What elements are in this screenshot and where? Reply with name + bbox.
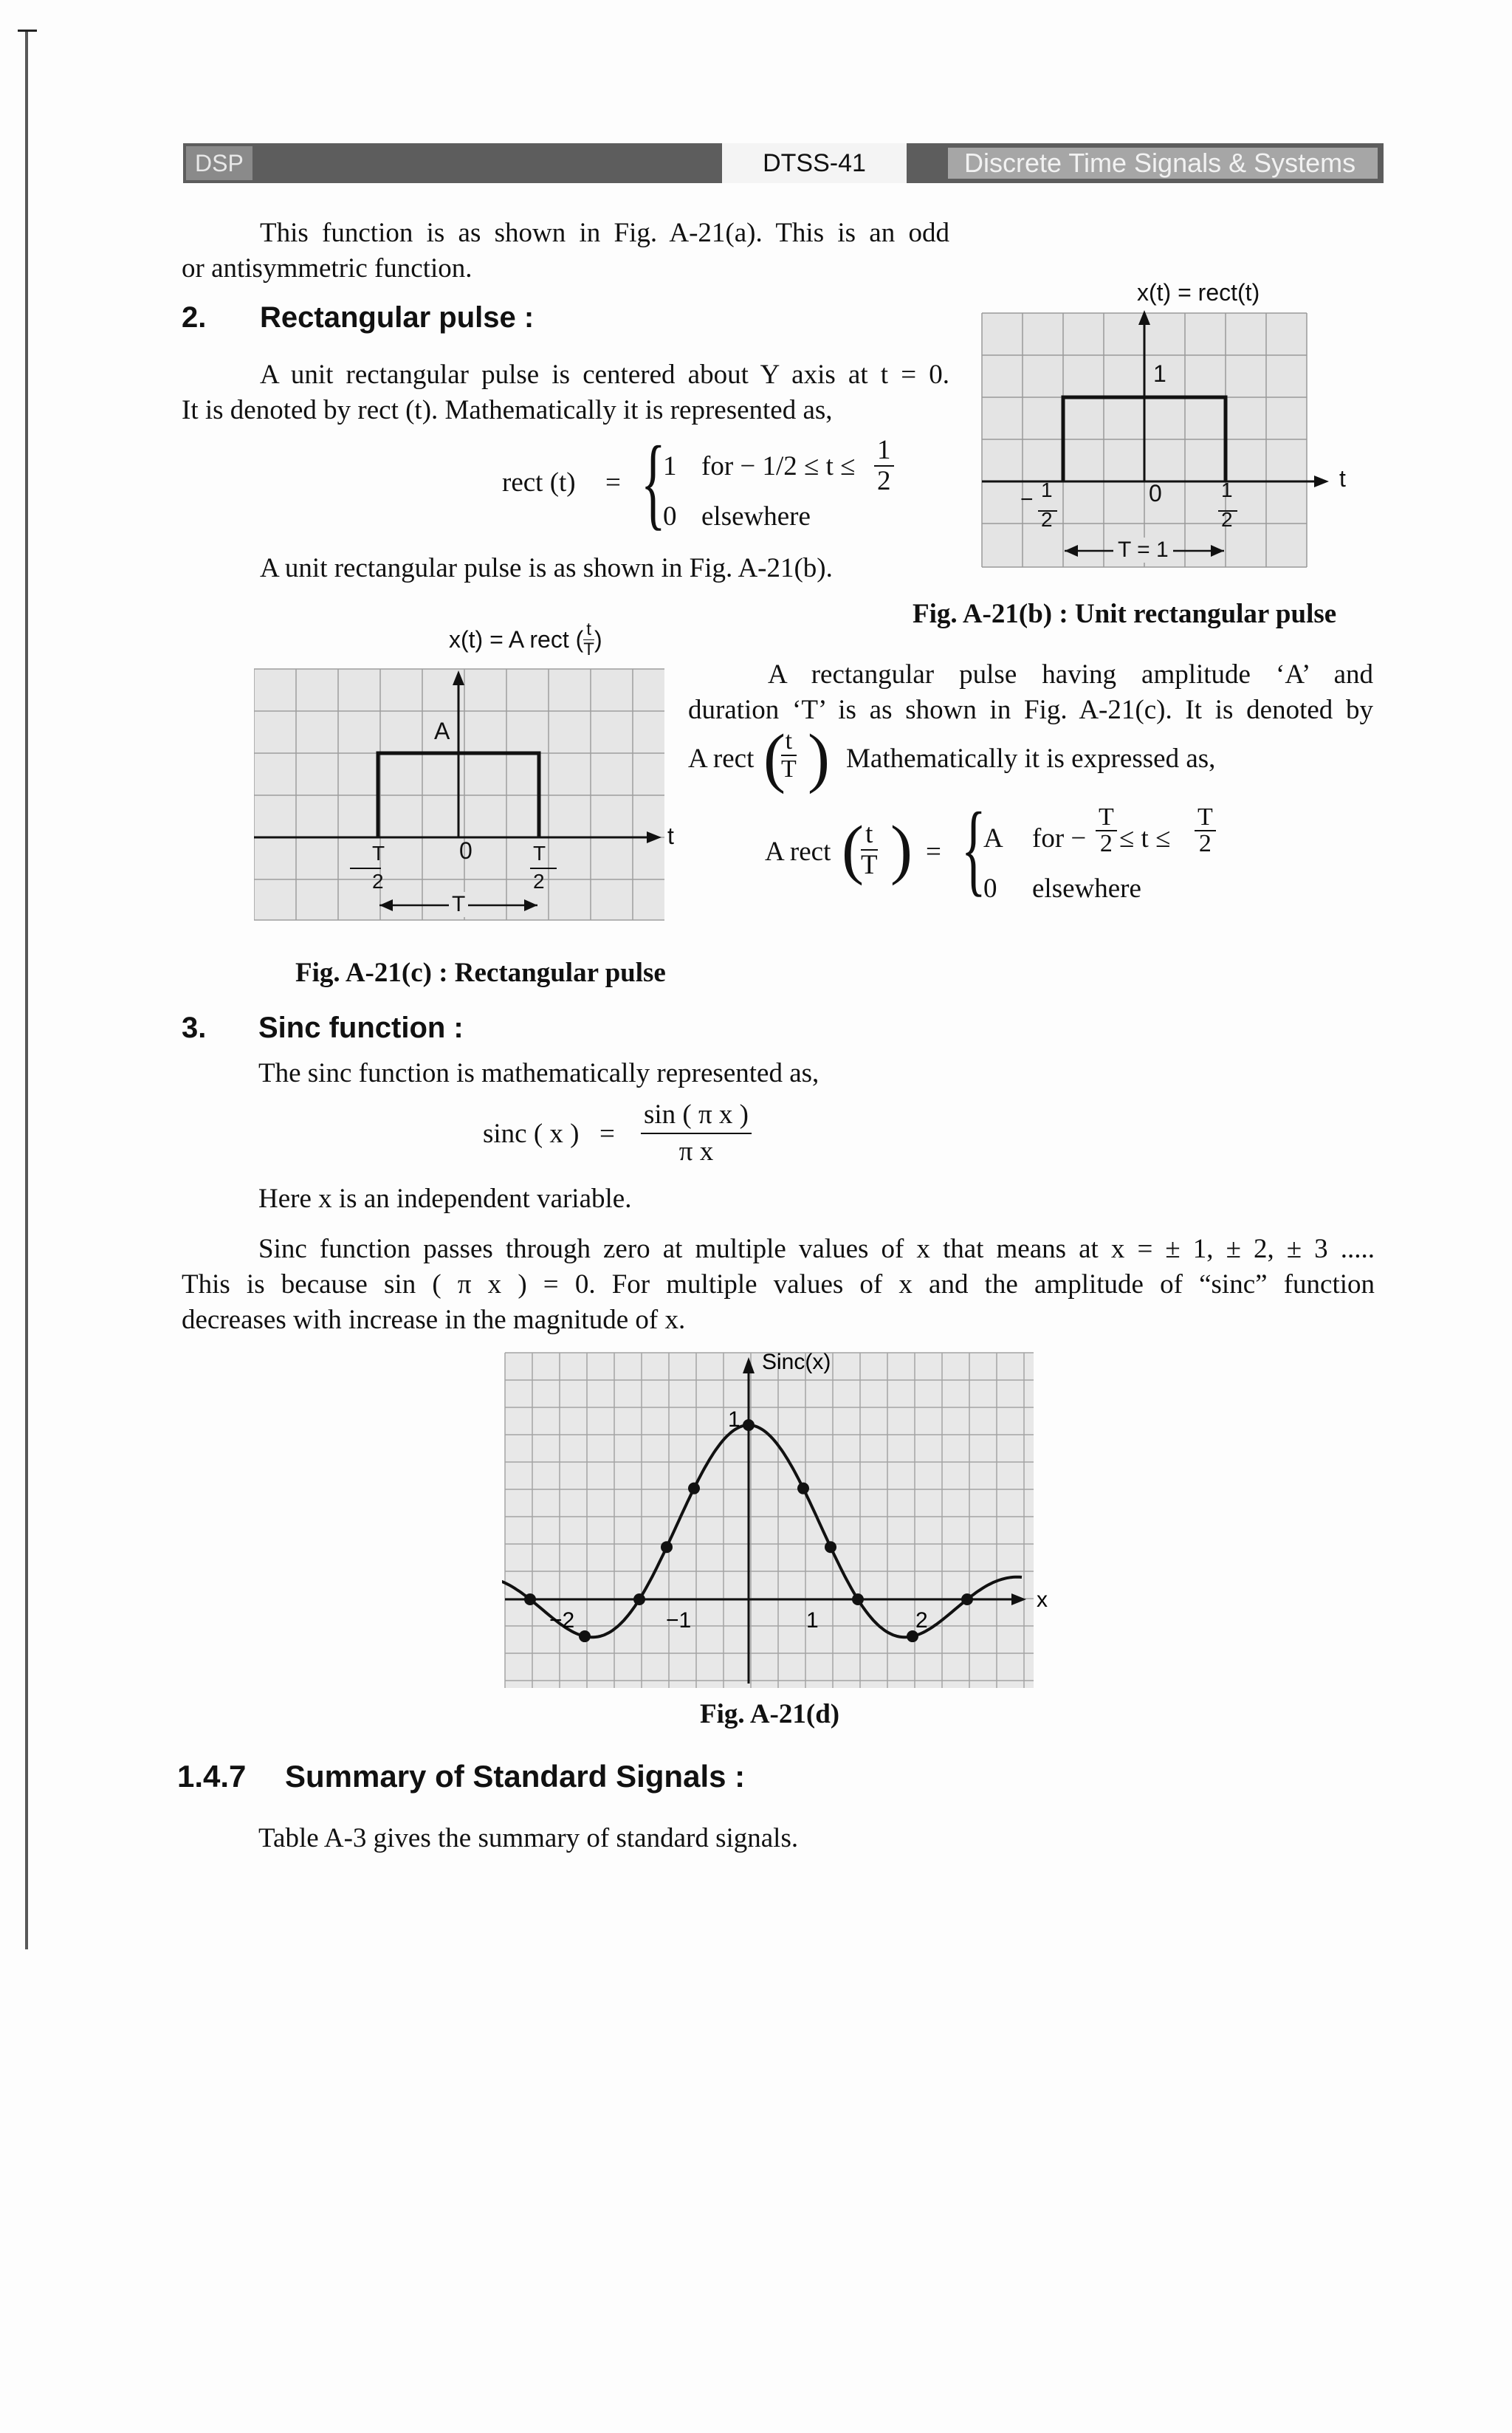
- fig-c-title: [449, 620, 602, 665]
- fig-b-width-label: T = 1: [1113, 538, 1173, 563]
- section-number-1-4-7: 1.4.7: [177, 1759, 247, 1794]
- fig-d-caption: Fig. A-21(d): [700, 1699, 840, 1729]
- fig-d-data-point: [743, 1419, 755, 1431]
- arect-line3-den: T: [781, 755, 797, 783]
- fig-d-tick-plus-1: 1: [806, 1608, 819, 1633]
- page-header: [183, 143, 1384, 183]
- header-chapter-title: Discrete Time Signals & Systems: [948, 148, 1378, 179]
- header-page-code: DTSS-41: [722, 143, 907, 183]
- arect-line-3: [688, 721, 1375, 808]
- fig-c-left-num: T: [372, 842, 385, 865]
- section-title-rectangular-pulse: Rectangular pulse :: [260, 301, 535, 334]
- arect-case1-value: A: [983, 823, 1003, 854]
- rect-case1-den: 2: [877, 466, 891, 496]
- fig-d-tick-minus-2: −2: [549, 1608, 575, 1633]
- arect-eq-brace: {: [961, 792, 986, 906]
- arect-line3-num: t: [781, 728, 797, 756]
- sinc-variable-note: Here x is an independent variable.: [258, 1184, 632, 1214]
- sinc-para-line-3: decreases with increase in the magnitude of x.: [182, 1305, 686, 1335]
- fig-d-peak-label: 1: [728, 1407, 740, 1432]
- intro-line-1: This function is as shown in Fig. A-21(a). This is an odd: [260, 218, 949, 248]
- arect-case1-rden: 2: [1198, 830, 1212, 857]
- arect-eq-fraction: [861, 820, 878, 880]
- sinc-eq-equals: =: [599, 1119, 615, 1149]
- arect-case1-left-fraction: [1096, 805, 1117, 857]
- fig-d-data-point: [579, 1630, 591, 1642]
- fig-b-amp-label: 1: [1153, 360, 1166, 387]
- arect-case1-for: for −: [1032, 823, 1087, 854]
- fig-d-sinc-chart: [502, 1348, 1048, 1695]
- rect-case2-value: 0: [663, 501, 677, 532]
- rect-case1-num: 1: [874, 436, 894, 467]
- rect-eq-lhs: rect (t): [502, 467, 576, 498]
- fig-c-amp-label: A: [434, 718, 450, 744]
- fig-c-title-suffix: ): [594, 626, 602, 653]
- rect-case1-fraction: [874, 436, 894, 496]
- fig-b-caption: Fig. A-21(b) : Unit rectangular pulse: [913, 599, 1337, 629]
- fig-b-origin-label: 0: [1149, 480, 1162, 507]
- section-number-3: 3.: [182, 1012, 207, 1044]
- arect-line3-rparen: ): [808, 721, 830, 795]
- arect-eq-equals: =: [926, 837, 941, 867]
- sinc-eq-lhs: sinc ( x ): [483, 1119, 580, 1149]
- arect-line-1: A rectangular pulse having amplitude ‘A’ and: [768, 659, 1373, 690]
- section-title-summary: Summary of Standard Signals :: [285, 1759, 746, 1794]
- binding-margin-tick: [18, 30, 37, 32]
- rect-case1-condition: for − 1/2 ≤ t ≤: [701, 451, 856, 481]
- fig-d-data-point: [797, 1483, 809, 1495]
- arect-equation: [765, 792, 1223, 923]
- rect-eq-brace: {: [641, 425, 666, 540]
- arect-eq-lhs: A rect: [765, 837, 831, 867]
- fig-c-left-den: 2: [372, 870, 384, 893]
- sinc-equation: [483, 1097, 778, 1178]
- fig-c-origin-label: 0: [459, 837, 472, 864]
- fig-d-tick-plus-2: 2: [915, 1608, 928, 1633]
- fig-b-right-den: 2: [1221, 508, 1233, 531]
- arect-line3-lparen: (: [763, 721, 786, 795]
- fig-c-title-num: t: [583, 620, 594, 640]
- rect-para-line-2: It is denoted by rect (t). Mathematically it is represented as,: [182, 395, 833, 425]
- sinc-para-line-1: Sinc function passes through zero at multiple values of x that means at x = ± 1, ± 2, ± 3 .....: [258, 1234, 1375, 1264]
- fig-c-width-label: T: [449, 892, 468, 917]
- fig-b-left-num: 1: [1041, 478, 1053, 501]
- sinc-eq-fraction: [641, 1097, 752, 1170]
- arect-case1-mid: ≤ t ≤: [1119, 823, 1171, 854]
- fig-d-data-point: [961, 1593, 973, 1605]
- fig-b-x-arrow: [1314, 476, 1329, 487]
- fig-c-t-label: t: [667, 823, 674, 849]
- sinc-eq-den: π x: [678, 1136, 714, 1167]
- fig-b-title: x(t) = rect(t): [1137, 279, 1260, 306]
- fig-b-left-sign: −: [1020, 487, 1034, 512]
- fig-c-title-fraction: [583, 620, 594, 659]
- arect-case2-condition: elsewhere: [1032, 874, 1141, 904]
- rect-case2-condition: elsewhere: [701, 501, 811, 532]
- fig-b-left-den: 2: [1041, 508, 1053, 531]
- arect-eq-num: t: [861, 820, 878, 851]
- rect-eq-equals: =: [605, 467, 621, 498]
- fig-c-title-den: T: [583, 639, 594, 659]
- fig-d-data-point: [661, 1541, 673, 1553]
- rect-equation: [502, 425, 915, 546]
- fig-d-data-point: [852, 1593, 864, 1605]
- fig-c-caption: Fig. A-21(c) : Rectangular pulse: [295, 958, 666, 988]
- arect-case2-value: 0: [983, 874, 997, 904]
- arect-eq-lparen: (: [842, 813, 864, 886]
- fig-b-right-num: 1: [1221, 478, 1233, 501]
- fig-b-t-label: t: [1339, 465, 1346, 492]
- fig-d-tick-minus-1: −1: [666, 1608, 692, 1633]
- arect-eq-rparen: ): [890, 813, 913, 886]
- sinc-eq-num: sin ( π x ): [641, 1097, 752, 1134]
- section-number-2: 2.: [182, 301, 207, 334]
- arect-line3-suffix: Mathematically it is expressed as,: [846, 744, 1216, 774]
- arect-line3-fraction: [781, 728, 797, 783]
- arect-case1-lden: 2: [1099, 830, 1113, 857]
- fig-d-y-label: Sinc(x): [762, 1350, 831, 1374]
- fig-c-right-den: 2: [533, 870, 545, 893]
- sinc-para-line-2: This is because sin ( π x ) = 0. For multiple values of x and the amplitude of “sinc” function: [182, 1269, 1375, 1300]
- header-left-tag: DSP: [186, 146, 252, 180]
- arect-line3-prefix: A rect: [688, 744, 755, 774]
- arect-case1-lnum: T: [1096, 805, 1117, 831]
- arect-case1-right-fraction: [1195, 805, 1216, 857]
- fig-c-title-prefix: x(t) = A rect (: [449, 626, 584, 653]
- intro-line-2: or antisymmetric function.: [182, 253, 472, 284]
- rect-para-line-1: A unit rectangular pulse is centered about Y axis at t = 0.: [260, 360, 949, 390]
- fig-d-data-point: [688, 1483, 700, 1495]
- fig-d-x-label: x: [1037, 1588, 1048, 1612]
- fig-c-plot: [254, 665, 667, 923]
- section-title-sinc-function: Sinc function :: [258, 1012, 464, 1044]
- fig-d-data-point: [633, 1593, 645, 1605]
- sinc-intro: The sinc function is mathematically represented as,: [258, 1058, 819, 1088]
- arect-eq-den: T: [861, 850, 878, 880]
- fig-b-plot: [975, 307, 1344, 573]
- arect-line-2: duration ‘T’ is as shown in Fig. A-21(c). It is denoted by: [688, 695, 1373, 725]
- arect-case1-rnum: T: [1195, 805, 1216, 831]
- rect-para-2: A unit rectangular pulse is as shown in Fig. A-21(b).: [260, 553, 833, 583]
- fig-c-right-num: T: [533, 842, 546, 865]
- fig-d-data-point: [825, 1541, 836, 1553]
- fig-d-data-point: [524, 1593, 536, 1605]
- rect-case1-value: 1: [663, 451, 677, 481]
- binding-margin-line: [25, 30, 28, 1949]
- summary-text: Table A-3 gives the summary of standard signals.: [258, 1823, 799, 1853]
